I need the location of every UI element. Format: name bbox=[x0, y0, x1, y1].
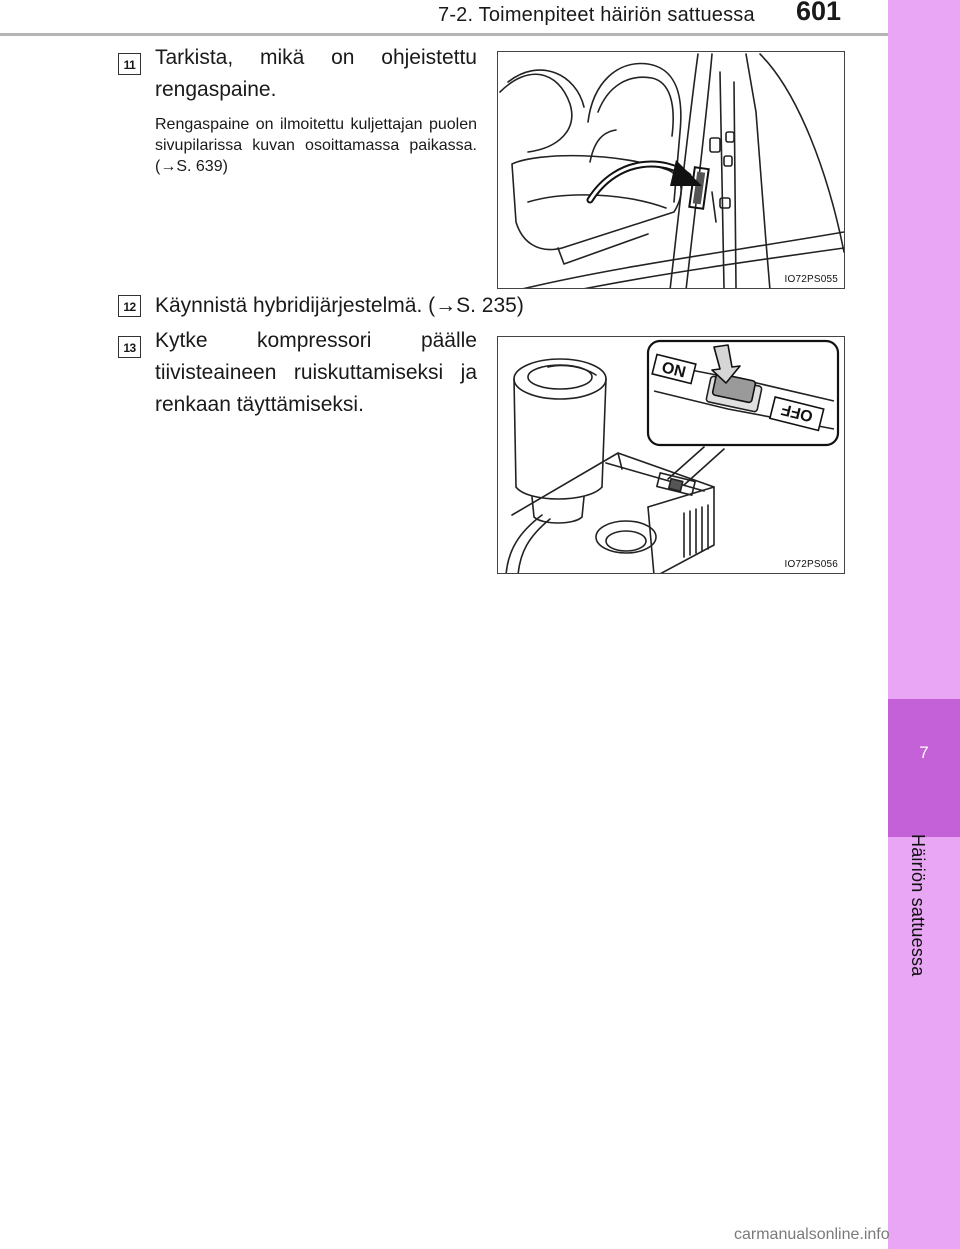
switch-on-label: ON bbox=[659, 359, 688, 382]
page-number: 601 bbox=[796, 0, 842, 26]
step-number-12: 12 bbox=[118, 295, 141, 317]
switch-off-label: OFF bbox=[779, 400, 815, 425]
side-tab bbox=[888, 0, 960, 1249]
chapter-number: 7 bbox=[919, 743, 929, 762]
chapter-tab bbox=[888, 699, 960, 837]
step-number-13: 13 bbox=[118, 336, 141, 358]
compressor-illustration bbox=[498, 337, 845, 574]
figure-code: IO72PS055 bbox=[784, 274, 838, 285]
step-note-11: Rengaspaine on ilmoitettu kuljettajan puolen sivupilarissa kuvan osoittamassa paikassa. (→S. 639) bbox=[155, 116, 477, 175]
step-text-11: Tarkista, mikä on ohjeistettu rengaspaine. bbox=[155, 46, 477, 101]
watermark: carmanualsonline.info bbox=[734, 1226, 890, 1243]
figure-code: IO72PS056 bbox=[784, 559, 838, 570]
section-title: 7-2. Toimenpiteet häiriön sattuessa bbox=[438, 4, 755, 26]
step-number-11: 11 bbox=[118, 53, 141, 75]
chapter-title: Häiriön sattuessa bbox=[908, 834, 928, 977]
step-text-12: Käynnistä hybridijärjestelmä. (→S. 235) bbox=[155, 294, 524, 317]
header-divider bbox=[0, 33, 888, 36]
figure-compressor-switch bbox=[497, 336, 845, 574]
figure-tire-pressure-label bbox=[497, 51, 845, 289]
door-pillar-illustration bbox=[498, 52, 845, 289]
step-text-13: Kytke kompressori päälle tiivisteaineen ruiskuttamiseksi ja renkaan täyttämiseksi. bbox=[155, 329, 477, 416]
